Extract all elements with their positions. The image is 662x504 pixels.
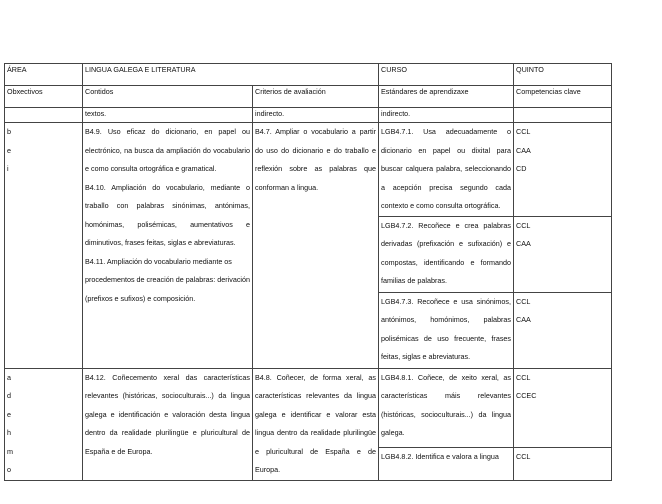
content-item: B4.11. Ampliación do vocabulario mediante os procedementos de creación de palabras: derivación (prefixos e sufixos) e composición.: [85, 256, 251, 303]
competence-badge: CCL: [516, 451, 531, 461]
competence-badge: CAA: [516, 239, 531, 248]
objective-item: m: [7, 446, 13, 456]
block1-criteria: B4.7. Ampliar o vocabulario a partir do uso do dicionario e do traballo e reflexión sobre as palabras que conforman a lingua.: [253, 123, 379, 369]
block2-contents: B4.12. Coñecemento xeral das características relevantes (históricas, socioculturais...) da lingua galega e identificación e valoración desta lingua dentro da realidade plurilingüe e pluricultural de España e de Europa.: [83, 368, 253, 480]
course-value: QUINTO: [514, 64, 612, 86]
col-objectives: Obxectivos: [5, 86, 83, 108]
competence-badge: CD: [516, 164, 527, 173]
standard-competences: [514, 123, 612, 217]
continuation-row: [5, 108, 612, 123]
block1-contents: [83, 123, 253, 369]
cont-criteria: indirecto.: [253, 108, 379, 123]
cont-competences: [514, 108, 612, 123]
standard-item: LGB4.8.2. Identifica e valora a lingua: [379, 447, 514, 480]
course-label: CURSO: [379, 64, 514, 86]
standard-competences: [514, 292, 612, 368]
standard-item: LGB4.7.1. Usa adecuadamente o dicionario en papel ou dixital para buscar calquera palabra, seleccionando a acepción precisa segundo cada contexto e como consulta ortográfica.: [379, 123, 514, 217]
standard-item: LGB4.7.3. Recoñece e usa sinónimos, antónimos, homónimos, palabras polisémicas de uso frecuente, frases feitas, siglas e abreviaturas.: [379, 292, 514, 368]
objective-item: d: [7, 391, 11, 400]
col-contents: Contidos: [83, 86, 253, 108]
col-criteria: Criterios de avaliación: [253, 86, 379, 108]
objective-item: e: [7, 409, 11, 419]
block2-row1: [5, 368, 612, 447]
block2-criteria: B4.8. Coñecer, de forma xeral, as características relevantes da lingua galega e identificar e valorar esta lingua dentro da realidade plurilingüe e pluricultural de España e de Europa.: [253, 368, 379, 480]
standard-item: LGB4.7.2. Recoñece e crea palabras derivadas (prefixación e sufixación) e compostas, identificando e formando familias de palabras.: [379, 216, 514, 292]
cont-objectives: [5, 108, 83, 123]
area-label: ÁREA: [5, 64, 83, 86]
col-standards: Estándares de aprendizaxe: [379, 86, 514, 108]
cont-standards: indirecto.: [379, 108, 514, 123]
header-row: [5, 64, 612, 86]
competence-badge: CCL: [516, 220, 531, 230]
area-value: LINGUA GALEGA E LITERATURA: [83, 64, 379, 86]
standard-competences: [514, 447, 612, 480]
block1-objectives: [5, 123, 83, 369]
cont-contents: textos.: [83, 108, 253, 123]
objective-item: e: [7, 145, 11, 155]
objective-item: o: [7, 465, 11, 474]
competence-badge: CAA: [516, 315, 531, 324]
competence-badge: CCL: [516, 127, 531, 136]
competence-badge: CCL: [516, 296, 531, 306]
competence-badge: CCEC: [516, 391, 537, 400]
standard-competences: [514, 216, 612, 292]
content-item: B4.10. Ampliación do vocabulario, mediante o traballo con palabras sinónimas, antónimas, homónimas, polisémicas, aumentativos e diminutivos, frases feitas, siglas e abreviaturas.: [85, 182, 250, 247]
block2-objectives: [5, 368, 83, 480]
standard-item: LGB4.8.1. Coñece, de xeito xeral, as características máis relevantes (históricas, socioculturais...) da lingua galega.: [379, 368, 514, 447]
block1-row1: [5, 123, 612, 217]
column-header-row: [5, 86, 612, 108]
objective-item: h: [7, 428, 11, 437]
objective-item: a: [7, 372, 11, 382]
standard-competences: [514, 368, 612, 447]
col-competences: Competencias clave: [514, 86, 612, 108]
curriculum-table: [4, 63, 612, 481]
content-item: B4.9. Uso eficaz do dicionario, en papel ou electrónico, na busca da ampliación do vocabulario e como consulta ortográfica e gramatical.: [85, 127, 250, 173]
objective-item: i: [7, 164, 9, 173]
competence-badge: CAA: [516, 145, 531, 155]
objective-item: b: [7, 127, 11, 136]
competence-badge: CCL: [516, 372, 531, 382]
